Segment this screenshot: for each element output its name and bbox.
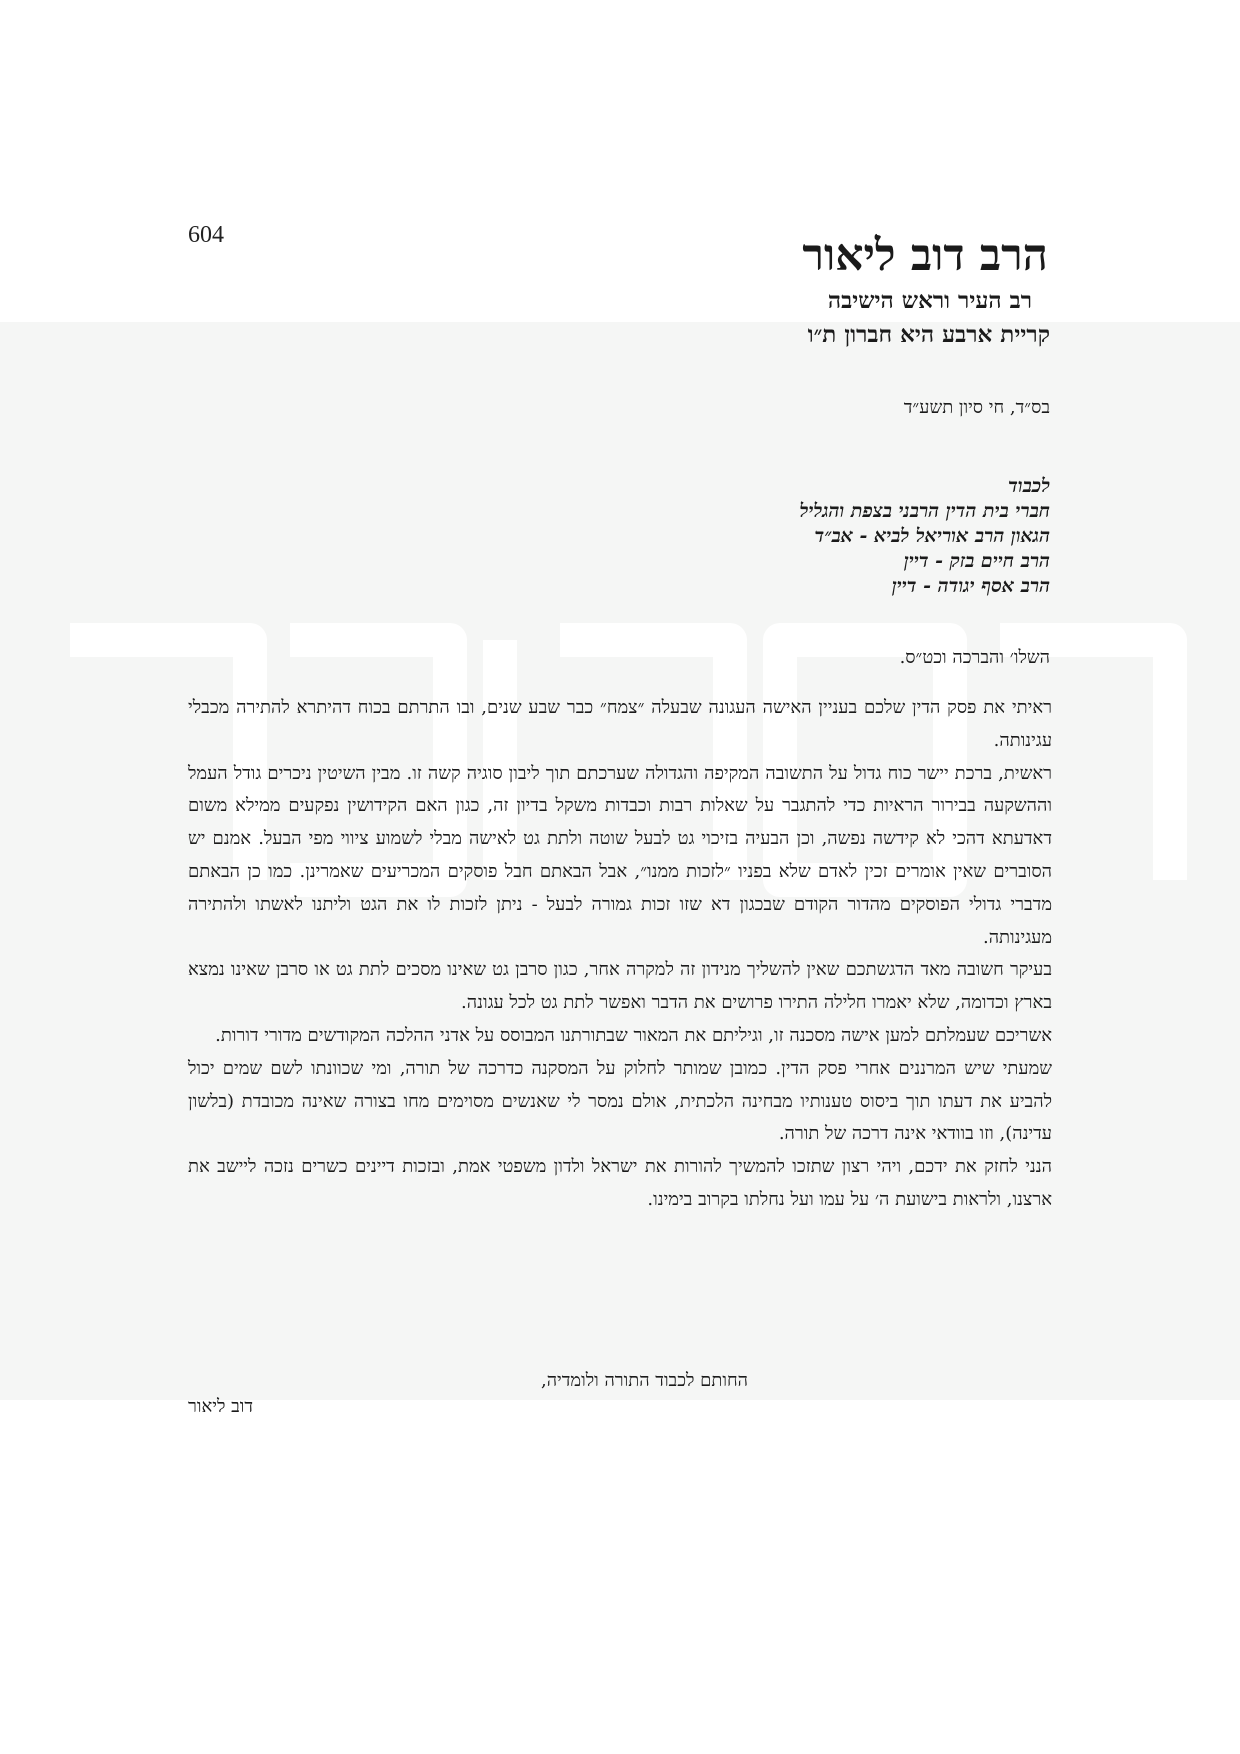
letter-body [188,692,1052,1217]
body-paragraph: בעיקר חשובה מאד הדגשתכם שאין להשליך מנידון זה למקרה אחר, כגון סרבן גט שאינו מסכים לתת גט או סרבן שאינו נמצא בארץ וכדומה, שלא יאמרו חלילה התירו פרושים את הדבר ואפשר לתת גט לכל עגונה. [188,959,1053,1014]
signature: דוב ליאור [188,1396,254,1417]
letterhead [450,228,1050,352]
body-paragraph: ראשית, ברכת יישר כוח גדול על התשובה המקיפה והגדולה שערכתם תוך ליבון סוגיה קשה זו. מבין השיטין ניכרים גודל העמל וההשקעה בבירור הראיות כדי להתגבר על שאלות רבות וכבדות משקל בדיון זה, כגון האם הקידושין נפקעים ממילא משום דאדעתא דהכי לא קידשה נפשה, וכן הבעיה בזיכוי גט לבעל שוטה ולתת גט לאישה מבלי לשמוע ציווי מפי הבעל. אמנם יש הסוברים שאין אומרים זכין לאדם שלא בפניו ״לזכות ממנו״, אבל הבאתם חבל פוסקים המכריעים שאמרינן. כמו כן הבאתם מדברי גדולי הפוסקים מהדור הקודם שבכגון דא שזו זכות גמורה לבעל - ניתן לזכות לו את הגט וליתנו לאשתו ולהתירה מעגינותה. [188,762,1052,948]
letterhead-title: רב העיר וראש הישיבה [827,287,1032,314]
recipients-block [450,474,1050,599]
body-paragraph: הנני לחזק את ידכם, ויהי רצון שתזכו להמשיך להורות את ישראל ולדון משפטי אמת, ובזכות דיינים כשרים נזכה ליישב את ארצנו, ולראות בישועת ה׳ על עמו ועל נחלתו בקרוב בימינו. [188,1156,1052,1210]
greeting: השלו׳ והברכה וכט״ס. [899,647,1050,668]
body-paragraph: אשריכם שעמלתם למען אישה מסכנה זו, וגיליתם את המאור שבתורתנו המבוסס על אדני ההלכה המקודשים מדורי דורות. [215,1024,1052,1046]
recipient-line: לכבוד [1007,475,1050,497]
letter-date: בס״ד, חי סיון תשע״ד [903,397,1050,418]
recipient-line: הרב אסף יגודה - דיין [891,575,1050,597]
page-number: 604 [188,222,224,248]
closing-line: החותם לכבוד התורה ולומדיה, [540,1370,748,1391]
body-paragraph: שמעתי שיש המרננים אחרי פסק הדין. כמובן שמותר לחלוק על המסקנה כדרכה של תורה, ומי שכוונתו לשם שמים יכול להביע את דעתו תוך ביסוס טענותיו מבחינה הלכתית, אולם נמסר לי שאנשים מסוימים מחו בצורה שאינה מכובדת (בלשון עדינה), וזו בוודאי אינה דרכה של תורה. [188,1057,1052,1145]
letterhead-name: הרב דוב ליאור [802,230,1048,281]
recipient-line: הגאון הרב אוריאל לביא - אב״ד [814,525,1050,547]
recipient-line: הרב חיים בזק - דיין [903,550,1050,572]
body-paragraph: ראיתי את פסק הדין שלכם בעניין האישה העגונה שבעלה ״צמח״ כבר שבע שנים, ובו התרתם בכוח דהיתרא להתירה מכבלי עגינותה. [188,697,1052,751]
recipient-line: חברי בית הדין הרבני בצפת והגליל [799,500,1050,522]
letterhead-city: קריית ארבע היא חברון ת״ו [807,321,1050,348]
